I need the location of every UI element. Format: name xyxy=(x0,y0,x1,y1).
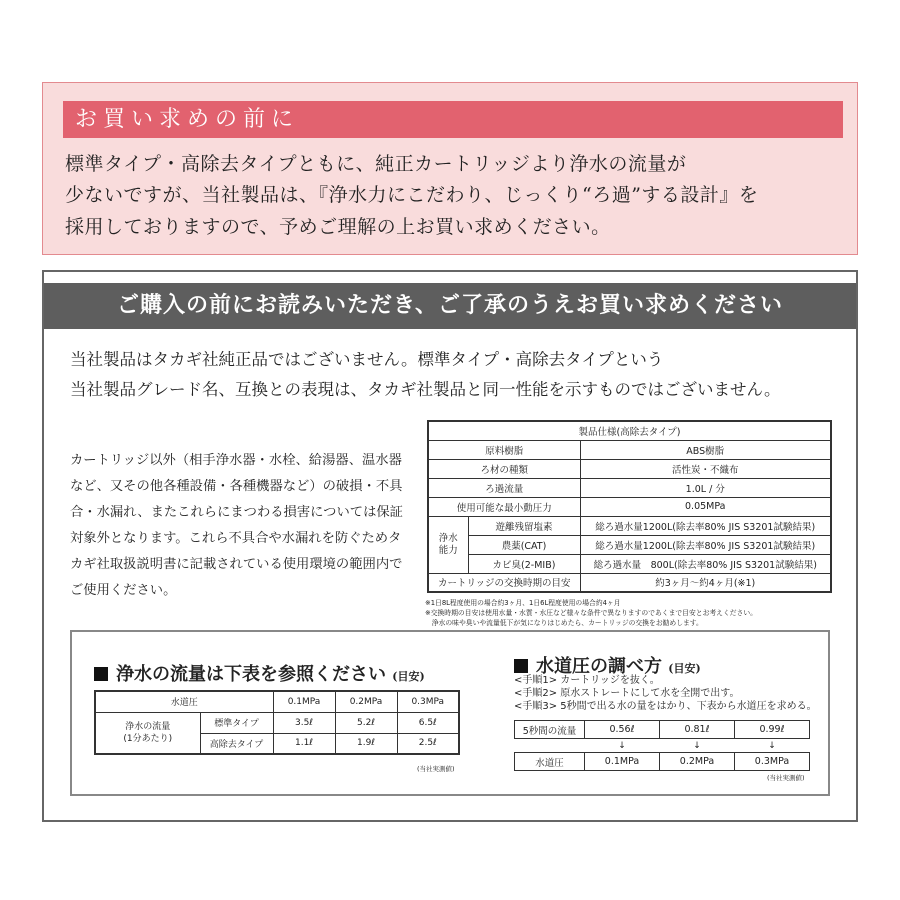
spec-value: ABS樹脂 xyxy=(580,440,831,459)
notice-line: 採用しておりますので、予めご理解の上お買い求めください。 xyxy=(65,216,611,238)
cell: 0.3MPa xyxy=(735,753,810,771)
step: <手順3> 5秒間で出る水の量をはかり、下表から水道圧を求める。 xyxy=(514,701,817,712)
spec-value: 活性炭・不織布 xyxy=(580,459,831,478)
spec-table xyxy=(427,420,832,593)
flow-title-note: (目安) xyxy=(392,670,425,683)
cell: 高除去タイプ xyxy=(200,733,273,754)
table-row xyxy=(95,691,459,712)
spec-key: 使用可能な最小動圧力 xyxy=(428,497,580,516)
ability-label: 浄水能力 xyxy=(428,516,468,573)
square-bullet-icon xyxy=(94,667,108,681)
table-header: 0.3MPa xyxy=(397,691,459,712)
table-row xyxy=(428,478,831,497)
spec-value: 約3ヶ月～約4ヶ月(※1) xyxy=(580,573,831,592)
cell: 3.5ℓ xyxy=(273,712,335,733)
cell: 0.81ℓ xyxy=(660,721,735,739)
square-bullet-icon xyxy=(514,659,528,673)
spec-key: カビ臭(2-MIB) xyxy=(468,554,580,573)
table-row xyxy=(428,535,831,554)
flow-table xyxy=(94,690,460,755)
pressure-title: 水道圧の調べ方 xyxy=(536,656,662,677)
table-row xyxy=(428,497,831,516)
spec-value: 0.05MPa xyxy=(580,497,831,516)
measured-note: (当社実測値) xyxy=(767,774,805,782)
spec-value: 1.0L / 分 xyxy=(580,478,831,497)
caution-title: ご購入の前にお読みいただき、ご了承のうえお買い求めください xyxy=(44,283,856,329)
cell: 1.9ℓ xyxy=(335,733,397,754)
table-row xyxy=(515,753,810,771)
flow-info-box xyxy=(70,630,830,796)
measured-note: (当社実測値) xyxy=(417,765,455,773)
notice-line: 標準タイプ・高除去タイプともに、純正カートリッジより浄水の流量が xyxy=(65,153,687,175)
cell: 水道圧 xyxy=(515,753,585,771)
cell: 0.2MPa xyxy=(660,753,735,771)
flow-heading xyxy=(94,660,425,686)
warranty-paragraph: カートリッジ以外（相手浄水器・水栓、給湯器、温水器など、又その他各種設備・各種機器など）の破損・不具合・水漏れ、またこれらにまつわる損害については保証対象外となります。これら不具合や水漏れを防ぐためタカギ社取扱説明書に記載されている使用環境の範囲内でご使用ください。 xyxy=(70,453,403,598)
table-row xyxy=(428,459,831,478)
cell: 2.5ℓ xyxy=(397,733,459,754)
label: 浄水の流量 xyxy=(125,721,171,732)
label-sub: (1分あたり) xyxy=(123,733,173,744)
notice-title: お買い求めの前に xyxy=(63,101,843,138)
notice-line: 少ないですが、当社製品は、『浄水力にこだわり、じっくり“ろ過”する設計』を xyxy=(65,184,759,206)
cell: 0.56ℓ xyxy=(585,721,660,739)
note: ※交換時期の目安は使用水量・水質・水圧など様々な条件で異なりますのであくまで目安とお考えください。 xyxy=(425,609,757,617)
cell: 0.1MPa xyxy=(585,753,660,771)
caution-line: 当社製品グレード名、互換との表現は、タカギ社製品と同一性能を示すものではございません。 xyxy=(70,380,781,399)
spec-value: 総ろ過水量1200L(除去率80% JIS S3201試験結果) xyxy=(580,535,831,554)
spec-key: カートリッジの交換時期の目安 xyxy=(428,573,580,592)
spec-key: 遊離残留塩素 xyxy=(468,516,580,535)
cell: 5.2ℓ xyxy=(335,712,397,733)
table-row xyxy=(428,573,831,592)
table-header: 0.2MPa xyxy=(335,691,397,712)
spec-key: 農薬(CAT) xyxy=(468,535,580,554)
cell: 標準タイプ xyxy=(200,712,273,733)
flow-row-label xyxy=(95,712,200,754)
note: 浄水の味や臭いや流量低下が気になりはじめたら、カートリッジの交換をお勧めします。 xyxy=(425,619,703,627)
pressure-title-note: (目安) xyxy=(668,662,701,675)
cell: 5秒間の流量 xyxy=(515,721,585,739)
down-arrow-icon: ↓ xyxy=(768,740,776,751)
spec-notes xyxy=(425,598,757,628)
down-arrow-icon: ↓ xyxy=(618,740,626,751)
pressure-steps xyxy=(514,674,817,713)
table-header: 0.1MPa xyxy=(273,691,335,712)
cell: 0.99ℓ xyxy=(735,721,810,739)
spec-key: ろ過流量 xyxy=(428,478,580,497)
down-arrow-icon: ↓ xyxy=(693,740,701,751)
step: <手順1> カートリッジを抜く。 xyxy=(514,675,660,686)
pressure-table xyxy=(514,720,810,771)
table-row xyxy=(428,516,831,535)
spec-value: 総ろ過水量1200L(除去率80% JIS S3201試験結果) xyxy=(580,516,831,535)
caution-box xyxy=(42,270,858,822)
table-row xyxy=(428,440,831,459)
caution-line: 当社製品はタカギ社純正品ではございません。標準タイプ・高除去タイプという xyxy=(70,350,664,369)
step: <手順2> 原水ストレートにして水を全開で出す。 xyxy=(514,688,740,699)
table-row xyxy=(95,712,459,733)
cell: 6.5ℓ xyxy=(397,712,459,733)
spec-key: ろ材の種類 xyxy=(428,459,580,478)
table-header: 水道圧 xyxy=(95,691,273,712)
table-row xyxy=(428,554,831,573)
spec-title: 製品仕様(高除去タイプ) xyxy=(428,421,831,440)
spec-key: 原料樹脂 xyxy=(428,440,580,459)
notice-box xyxy=(42,82,858,255)
cell: 1.1ℓ xyxy=(273,733,335,754)
flow-title: 浄水の流量は下表を参照ください xyxy=(116,664,386,685)
table-row xyxy=(515,721,810,739)
note: ※1日8L程度使用の場合約3ヶ月、1日6L程度使用の場合約4ヶ月 xyxy=(425,599,621,607)
spec-value: 総ろ過水量 800L(除去率80% JIS S3201試験結果) xyxy=(580,554,831,573)
